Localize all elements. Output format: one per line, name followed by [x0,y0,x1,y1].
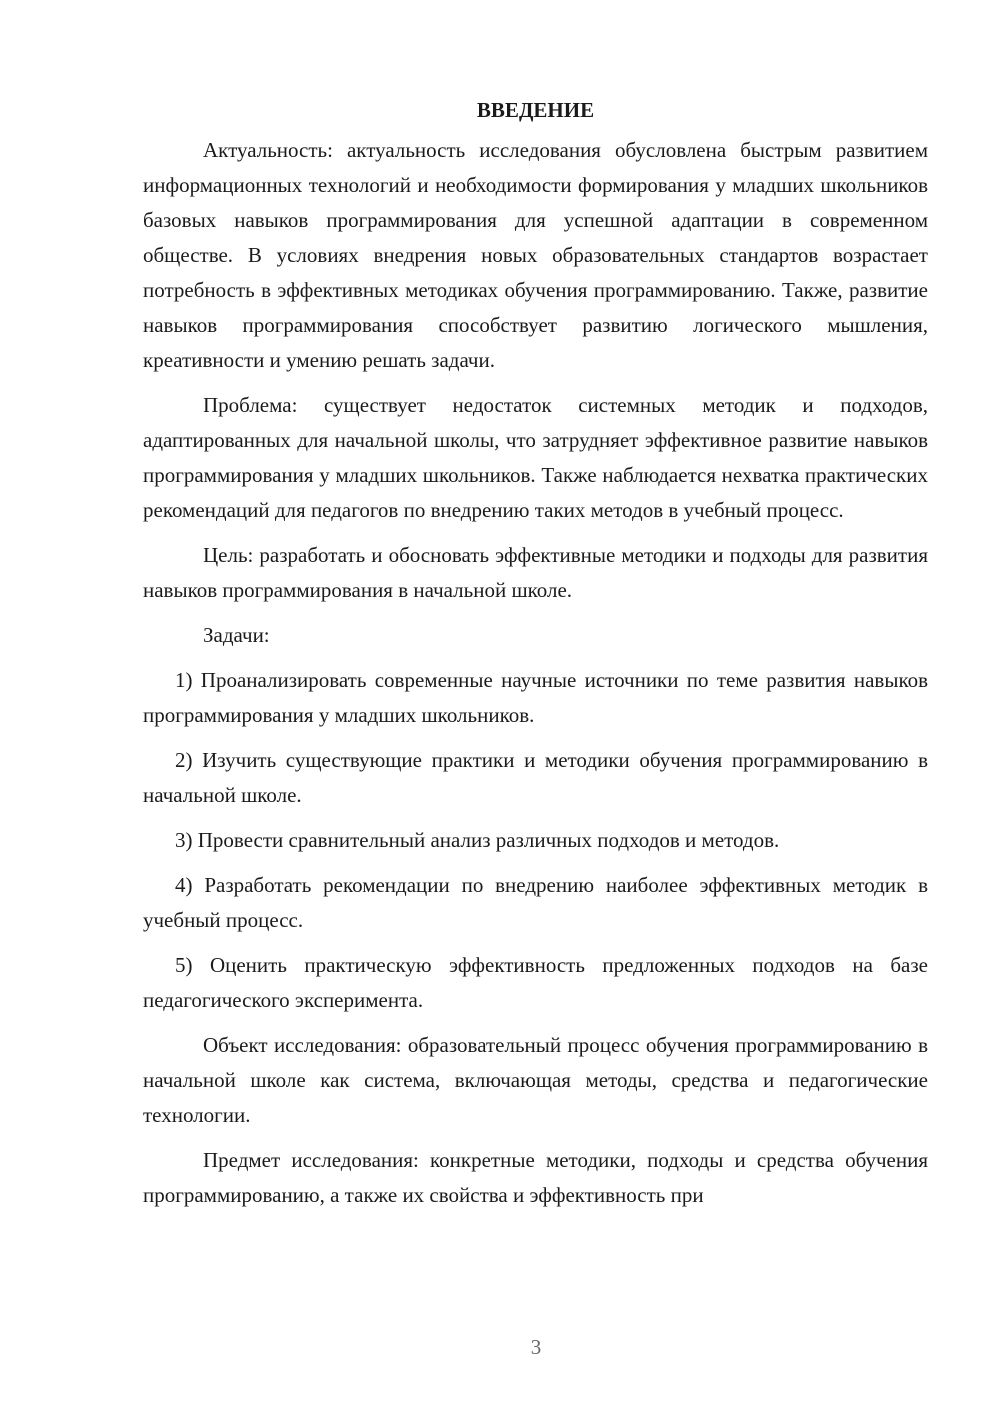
task-item: 4) Разработать рекомендации по внедрению наиболее эффективных методик в учебный процесс. [143,873,928,932]
task-item: 5) Оценить практическую эффективность предложенных подходов на базе педагогического эксперимента. [143,953,928,1012]
page-content [143,95,928,1223]
task-item: 3) Провести сравнительный анализ различных подходов и методов. [175,828,780,852]
page-number: 3 [530,1335,542,1359]
task-item: 1) Проанализировать современные научные источники по теме развития навыков программирования у младших школьников. [143,668,928,727]
task-item: 2) Изучить существующие практики и методики обучения программированию в начальной школе. [143,748,928,807]
tasks-heading: Задачи: [203,623,270,647]
problem-paragraph: Проблема: существует недостаток системных методик и подходов, адаптированных для начальной школы, что затрудняет эффективное развитие навыков программирования у младших школьников. Также наблюдается нехватка практических рекомендаций для педагогов по внедрению таких методов в учебный процесс. [143,393,928,522]
section-title: ВВЕДЕНИЕ [476,98,595,122]
subject-paragraph: Предмет исследования: конкретные методики, подходы и средства обучения программированию, а также их свойства и эффективность при [143,1148,928,1207]
relevance-paragraph: Актуальность: актуальность исследования обусловлена быстрым развитием информационных технологий и необходимости формирования у младших школьников базовых навыков программирования для успешной адаптации в современном обществе. В условиях внедрения новых образовательных стандартов возрастает потребность в эффективных методиках обучения программированию. Также, развитие навыков программирования способствует развитию логического мышления, креативности и умению решать задачи. [143,138,928,372]
object-paragraph: Объект исследования: образовательный процесс обучения программированию в начальной школе как система, включающая методы, средства и педагогические технологии. [143,1033,928,1127]
goal-paragraph: Цель: разработать и обосновать эффективные методики и подходы для развития навыков программирования в начальной школе. [143,543,928,602]
